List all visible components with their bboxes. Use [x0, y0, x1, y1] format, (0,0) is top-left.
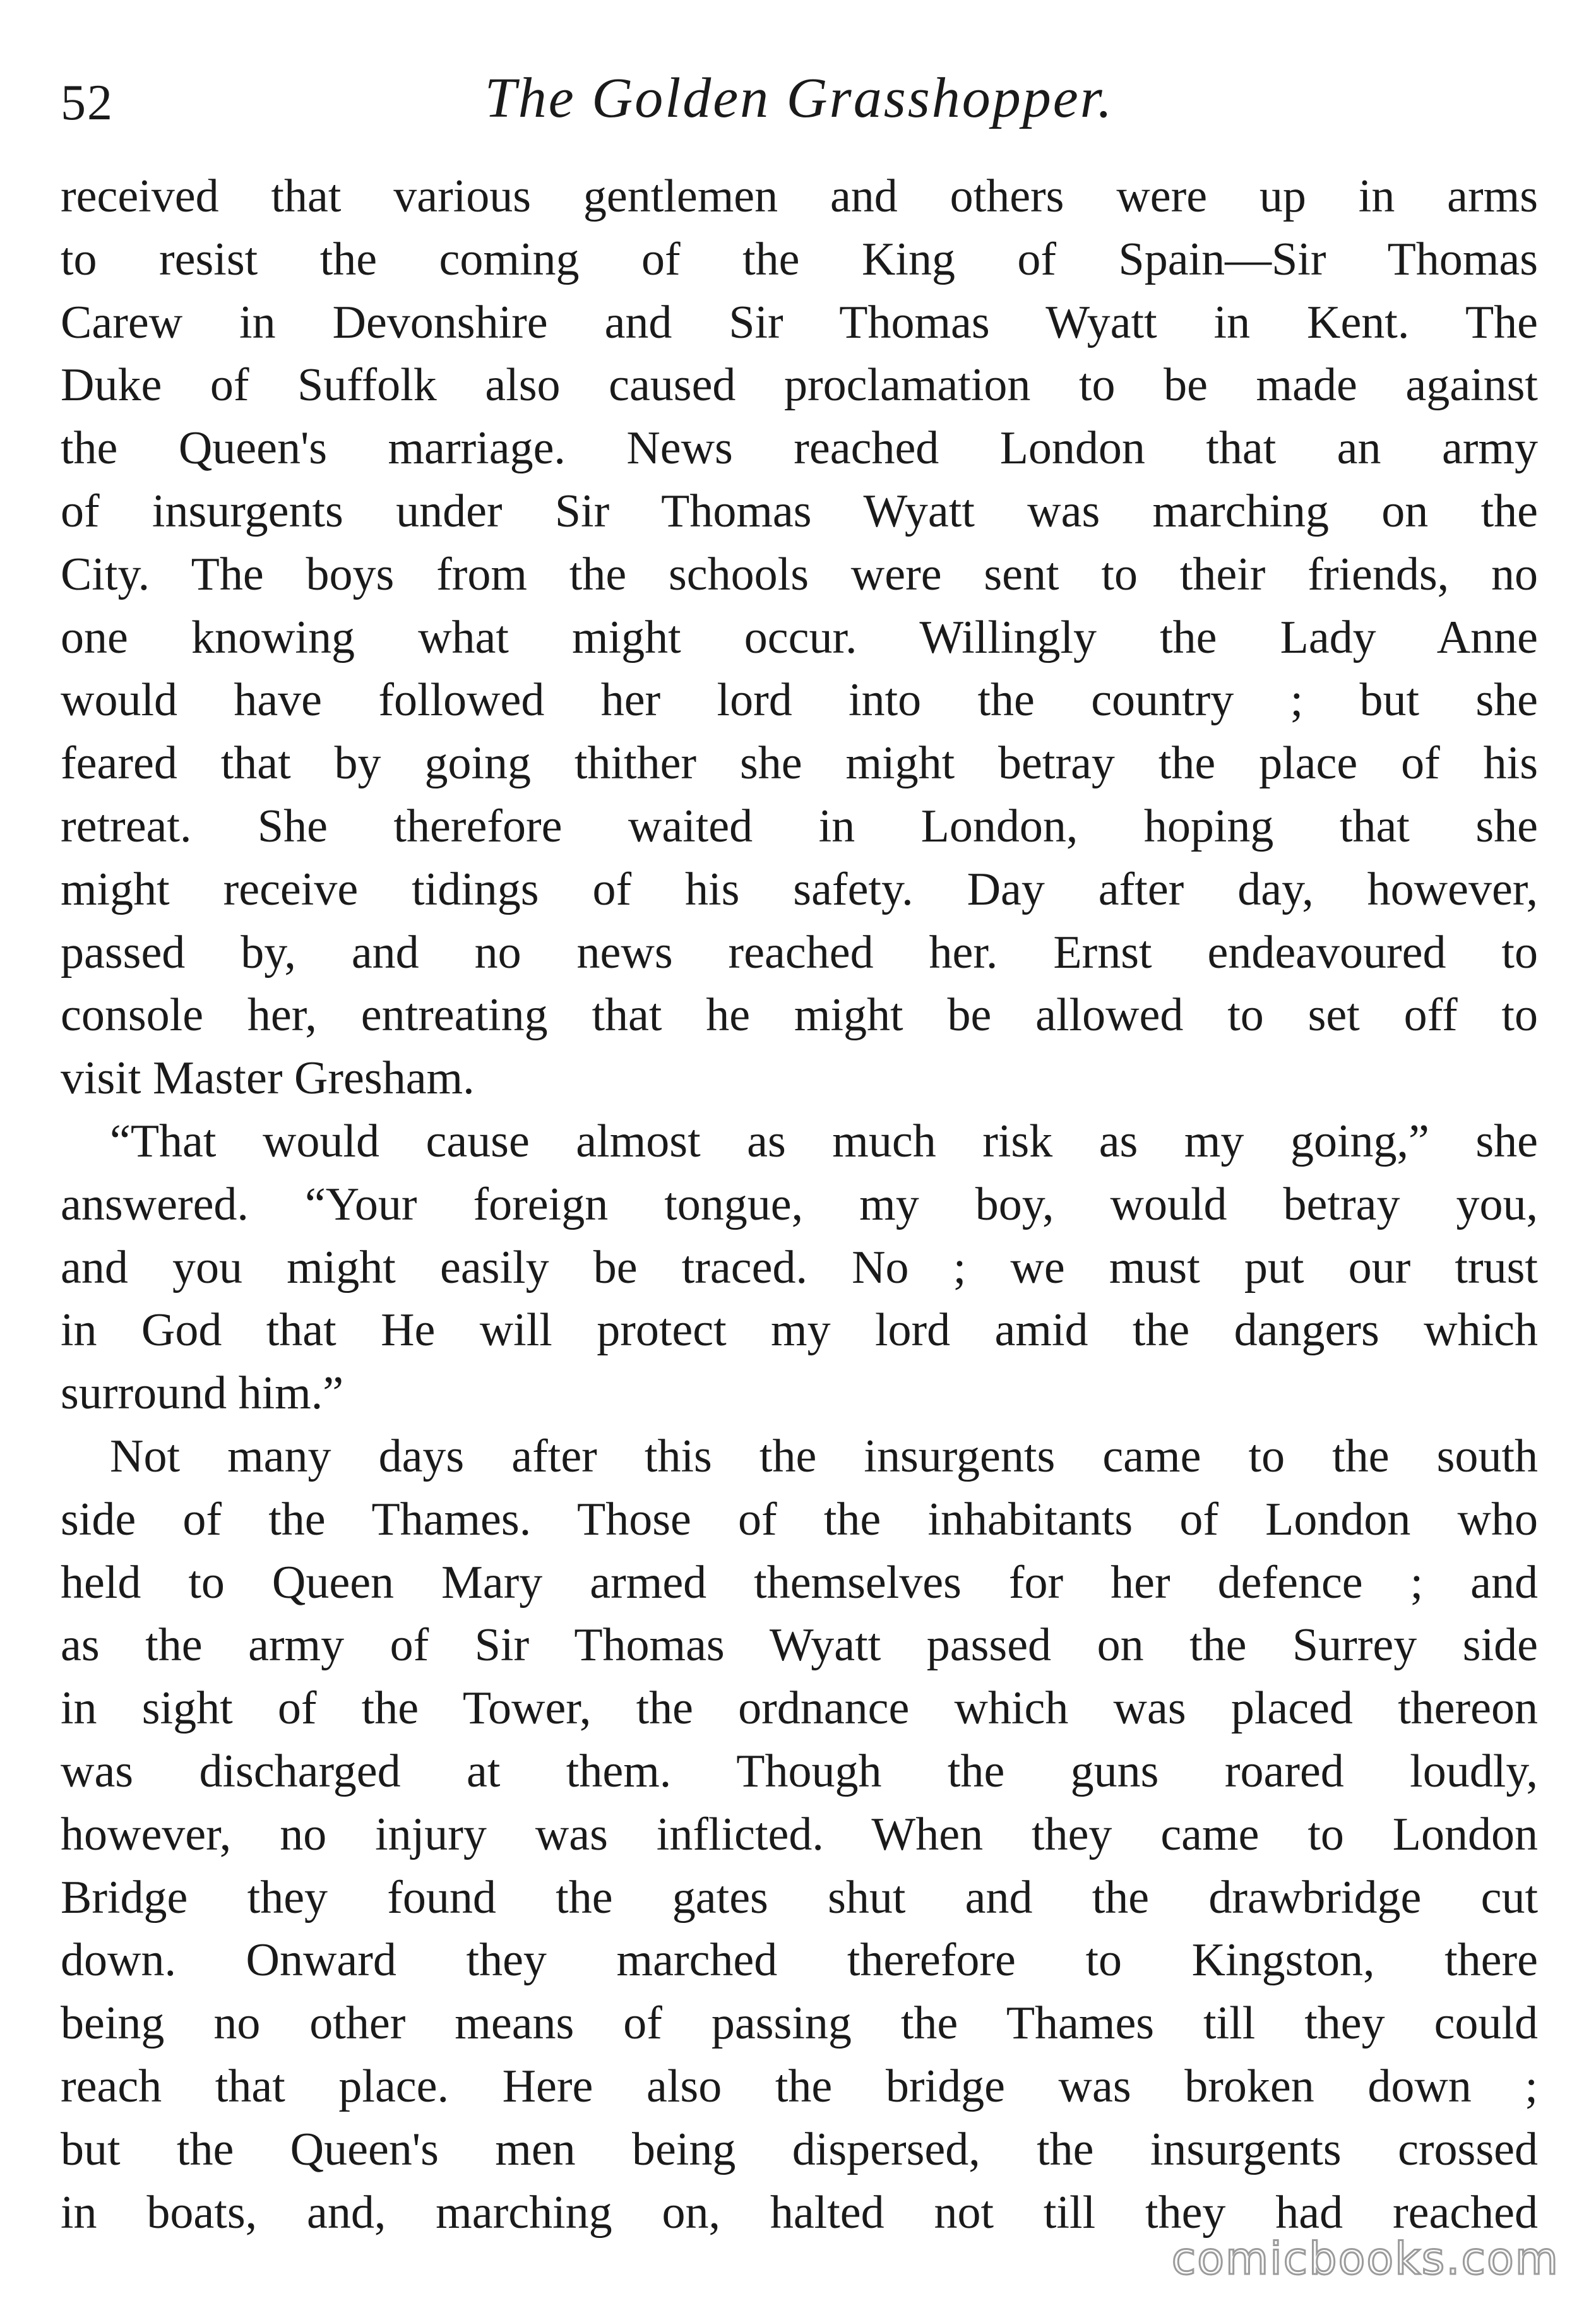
text-line: in boats, and, marching on, halted not till they had reached [61, 2186, 1538, 2239]
text-line: of insurgents under Sir Thomas Wyatt was marching on the [61, 485, 1538, 537]
text-line: Carew in Devonshire and Sir Thomas Wyatt in Kent. The [61, 296, 1538, 348]
text-line: and you might easily be traced. No ; we must put our trust [61, 1241, 1538, 1294]
text-line: visit Master Gresham. [61, 1052, 475, 1105]
watermark-text: comicbooks.com [1171, 2233, 1559, 2285]
text-line: retreat. She therefore waited in London, hoping that she [61, 800, 1538, 852]
text-line: surround him.” [61, 1367, 344, 1420]
text-line: feared that by going thither she might betray the place of his [61, 737, 1538, 790]
text-line: down. Onward they marched therefore to Kingston, there [61, 1934, 1538, 1987]
text-line: reach that place. Here also the bridge was broken down ; [61, 2060, 1538, 2112]
text-line: City. The boys from the schools were sent to their friends, no [61, 548, 1538, 600]
body-text [61, 165, 1538, 2244]
text-line: being no other means of passing the Thames till they could [61, 1997, 1538, 2050]
text-line: as the army of Sir Thomas Wyatt passed on the Surrey side [61, 1619, 1538, 1672]
running-title: The Golden Grasshopper. [484, 67, 1114, 129]
text-line: might receive tidings of his safety. Day after day, however, [61, 863, 1538, 915]
text-line: would have followed her lord into the country ; but she [61, 674, 1538, 727]
text-line: received that various gentlemen and others were up in arms [61, 170, 1538, 222]
running-head [61, 61, 1538, 143]
page-number: 52 [61, 75, 114, 131]
text-line: the Queen's marriage. News reached London that an army [61, 422, 1538, 475]
text-line: in sight of the Tower, the ordnance which was placed thereon [61, 1682, 1538, 1735]
text-line: side of the Thames. Those of the inhabitants of London who [61, 1493, 1538, 1545]
text-line: Not many days after this the insurgents came to the south [110, 1430, 1538, 1482]
text-line: Duke of Suffolk also caused proclamation to be made against [61, 359, 1538, 412]
text-line: one knowing what might occur. Willingly the Lady Anne [61, 611, 1538, 663]
text-line: held to Queen Mary armed themselves for her defence ; and [61, 1556, 1538, 1609]
text-line: but the Queen's men being dispersed, the insurgents crossed [61, 2123, 1538, 2175]
text-line: to resist the coming of the King of Spain—Sir Thomas [61, 233, 1538, 285]
text-line: answered. “Your foreign tongue, my boy, would betray you, [61, 1178, 1538, 1230]
text-line: in God that He will protect my lord amid the dangers which [61, 1304, 1538, 1357]
text-line: Bridge they found the gates shut and the drawbridge cut [61, 1871, 1538, 1924]
text-line: passed by, and no news reached her. Ernst endeavoured to [61, 926, 1538, 979]
text-line: however, no injury was inflicted. When they came to London [61, 1808, 1538, 1860]
text-line: was discharged at them. Though the guns roared loudly, [61, 1745, 1538, 1797]
text-line: “That would cause almost as much risk as my going,” she [110, 1115, 1538, 1167]
text-line: console her, entreating that he might be allowed to set off to [61, 989, 1538, 1042]
